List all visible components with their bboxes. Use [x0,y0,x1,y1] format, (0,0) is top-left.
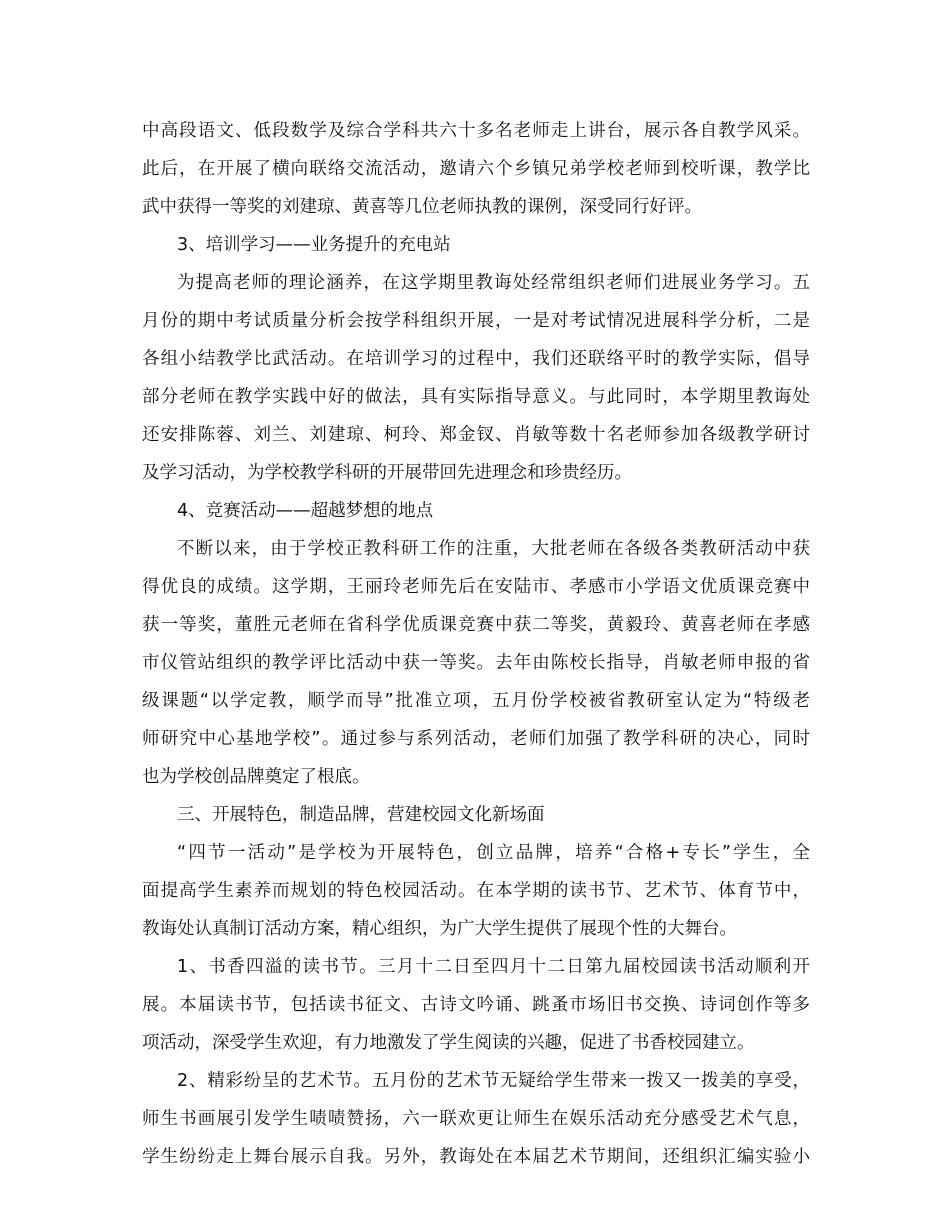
section-heading: 三、开展特色，制造品牌，营建校园文化新场面 [177,805,545,825]
paragraph-line: 级课题“以学定教，顺学而导”批准立项，五月份学校被省教研室认定为“特级老 [142,691,810,711]
paragraph-line: 师生书画展引发学生啧啧赞扬，六一联欢更让师生在娱乐活动充分感受艺术气息， [142,1109,810,1129]
paragraph-line: 展。本届读书节，包括读书征文、古诗文吟诵、跳蚤市场旧书交换、诗词创作等多 [142,995,810,1015]
paragraph-line: 学生纷纷走上舞台展示自我。另外，教诲处在本届艺术节期间，还组织汇编实验小 [142,1147,810,1167]
paragraph-line: “四节一活动”是学校为开展特色，创立品牌，培养“合格+专长”学生，全 [177,843,810,863]
paragraph-line: 为提高老师的理论涵养，在这学期里教诲处经常组织老师们进展业务学习。五 [177,273,810,293]
paragraph-line: 武中获得一等奖的刘建琼、黄喜等几位老师执教的课例，深受同行好评。 [142,197,702,217]
section-heading: 4、竞赛活动——超越梦想的地点 [177,501,434,521]
paragraph-line: 月份的期中考试质量分析会按学科组织开展，一是对考试情况进展科学分析，二是 [142,311,810,331]
paragraph-line: 中高段语文、低段数学及综合学科共六十多名老师走上讲台，展示各自教学风采。 [142,121,810,141]
paragraph-line: 教诲处认真制订活动方案，精心组织，为广大学生提供了展现个性的大舞台。 [142,919,737,939]
paragraph-line: 项活动，深受学生欢迎，有力地激发了学生阅读的兴趣，促进了书香校园建立。 [142,1033,755,1053]
paragraph-line: 获一等奖，董胜元老师在省科学优质课竞赛中获二等奖，黄毅玲、黄喜老师在孝感 [142,615,810,635]
paragraph-line: 师研究中心基地学校”。通过参与系列活动，老师们加强了教学科研的决心，同时 [142,729,810,749]
paragraph-line: 面提高学生素养而规划的特色校园活动。在本学期的读书节、艺术节、体育节中， [142,881,810,901]
paragraph-line: 此后，在开展了横向联络交流活动，邀请六个乡镇兄弟学校老师到校听课，教学比 [142,159,810,179]
section-heading: 3、培训学习——业务提升的充电站 [177,235,451,255]
paragraph-line: 部分老师在教学实践中好的做法，具有实际指导意义。与此同时，本学期里教诲处 [142,387,810,407]
paragraph-line: 各组小结教学比武活动。在培训学习的过程中，我们还联络平时的教学实际，倡导 [142,349,810,369]
paragraph-line: 及学习活动，为学校教学科研的开展带回先进理念和珍贵经历。 [142,463,632,483]
paragraph-line: 也为学校创品牌奠定了根底。 [142,767,370,787]
paragraph-line: 2、精彩纷呈的艺术节。五月份的艺术节无疑给学生带来一拨又一拨美的享受， [177,1071,810,1091]
paragraph-line: 1、书香四溢的读书节。三月十二日至四月十二日第九届校园读书活动顺利开 [177,957,810,977]
document-body [142,117,810,1181]
paragraph-line: 得优良的成绩。这学期，王丽玲老师先后在安陆市、孝感市小学语文优质课竞赛中 [142,577,810,597]
paragraph-line: 还安排陈蓉、刘兰、刘建琼、柯玲、郑金钗、肖敏等数十名老师参加各级教学研讨 [142,425,810,445]
paragraph-line: 市仪管站组织的教学评比活动中获一等奖。去年由陈校长指导，肖敏老师申报的省 [142,653,810,673]
paragraph-line: 不断以来，由于学校正教科研工作的注重，大批老师在各级各类教研活动中获 [177,539,810,559]
